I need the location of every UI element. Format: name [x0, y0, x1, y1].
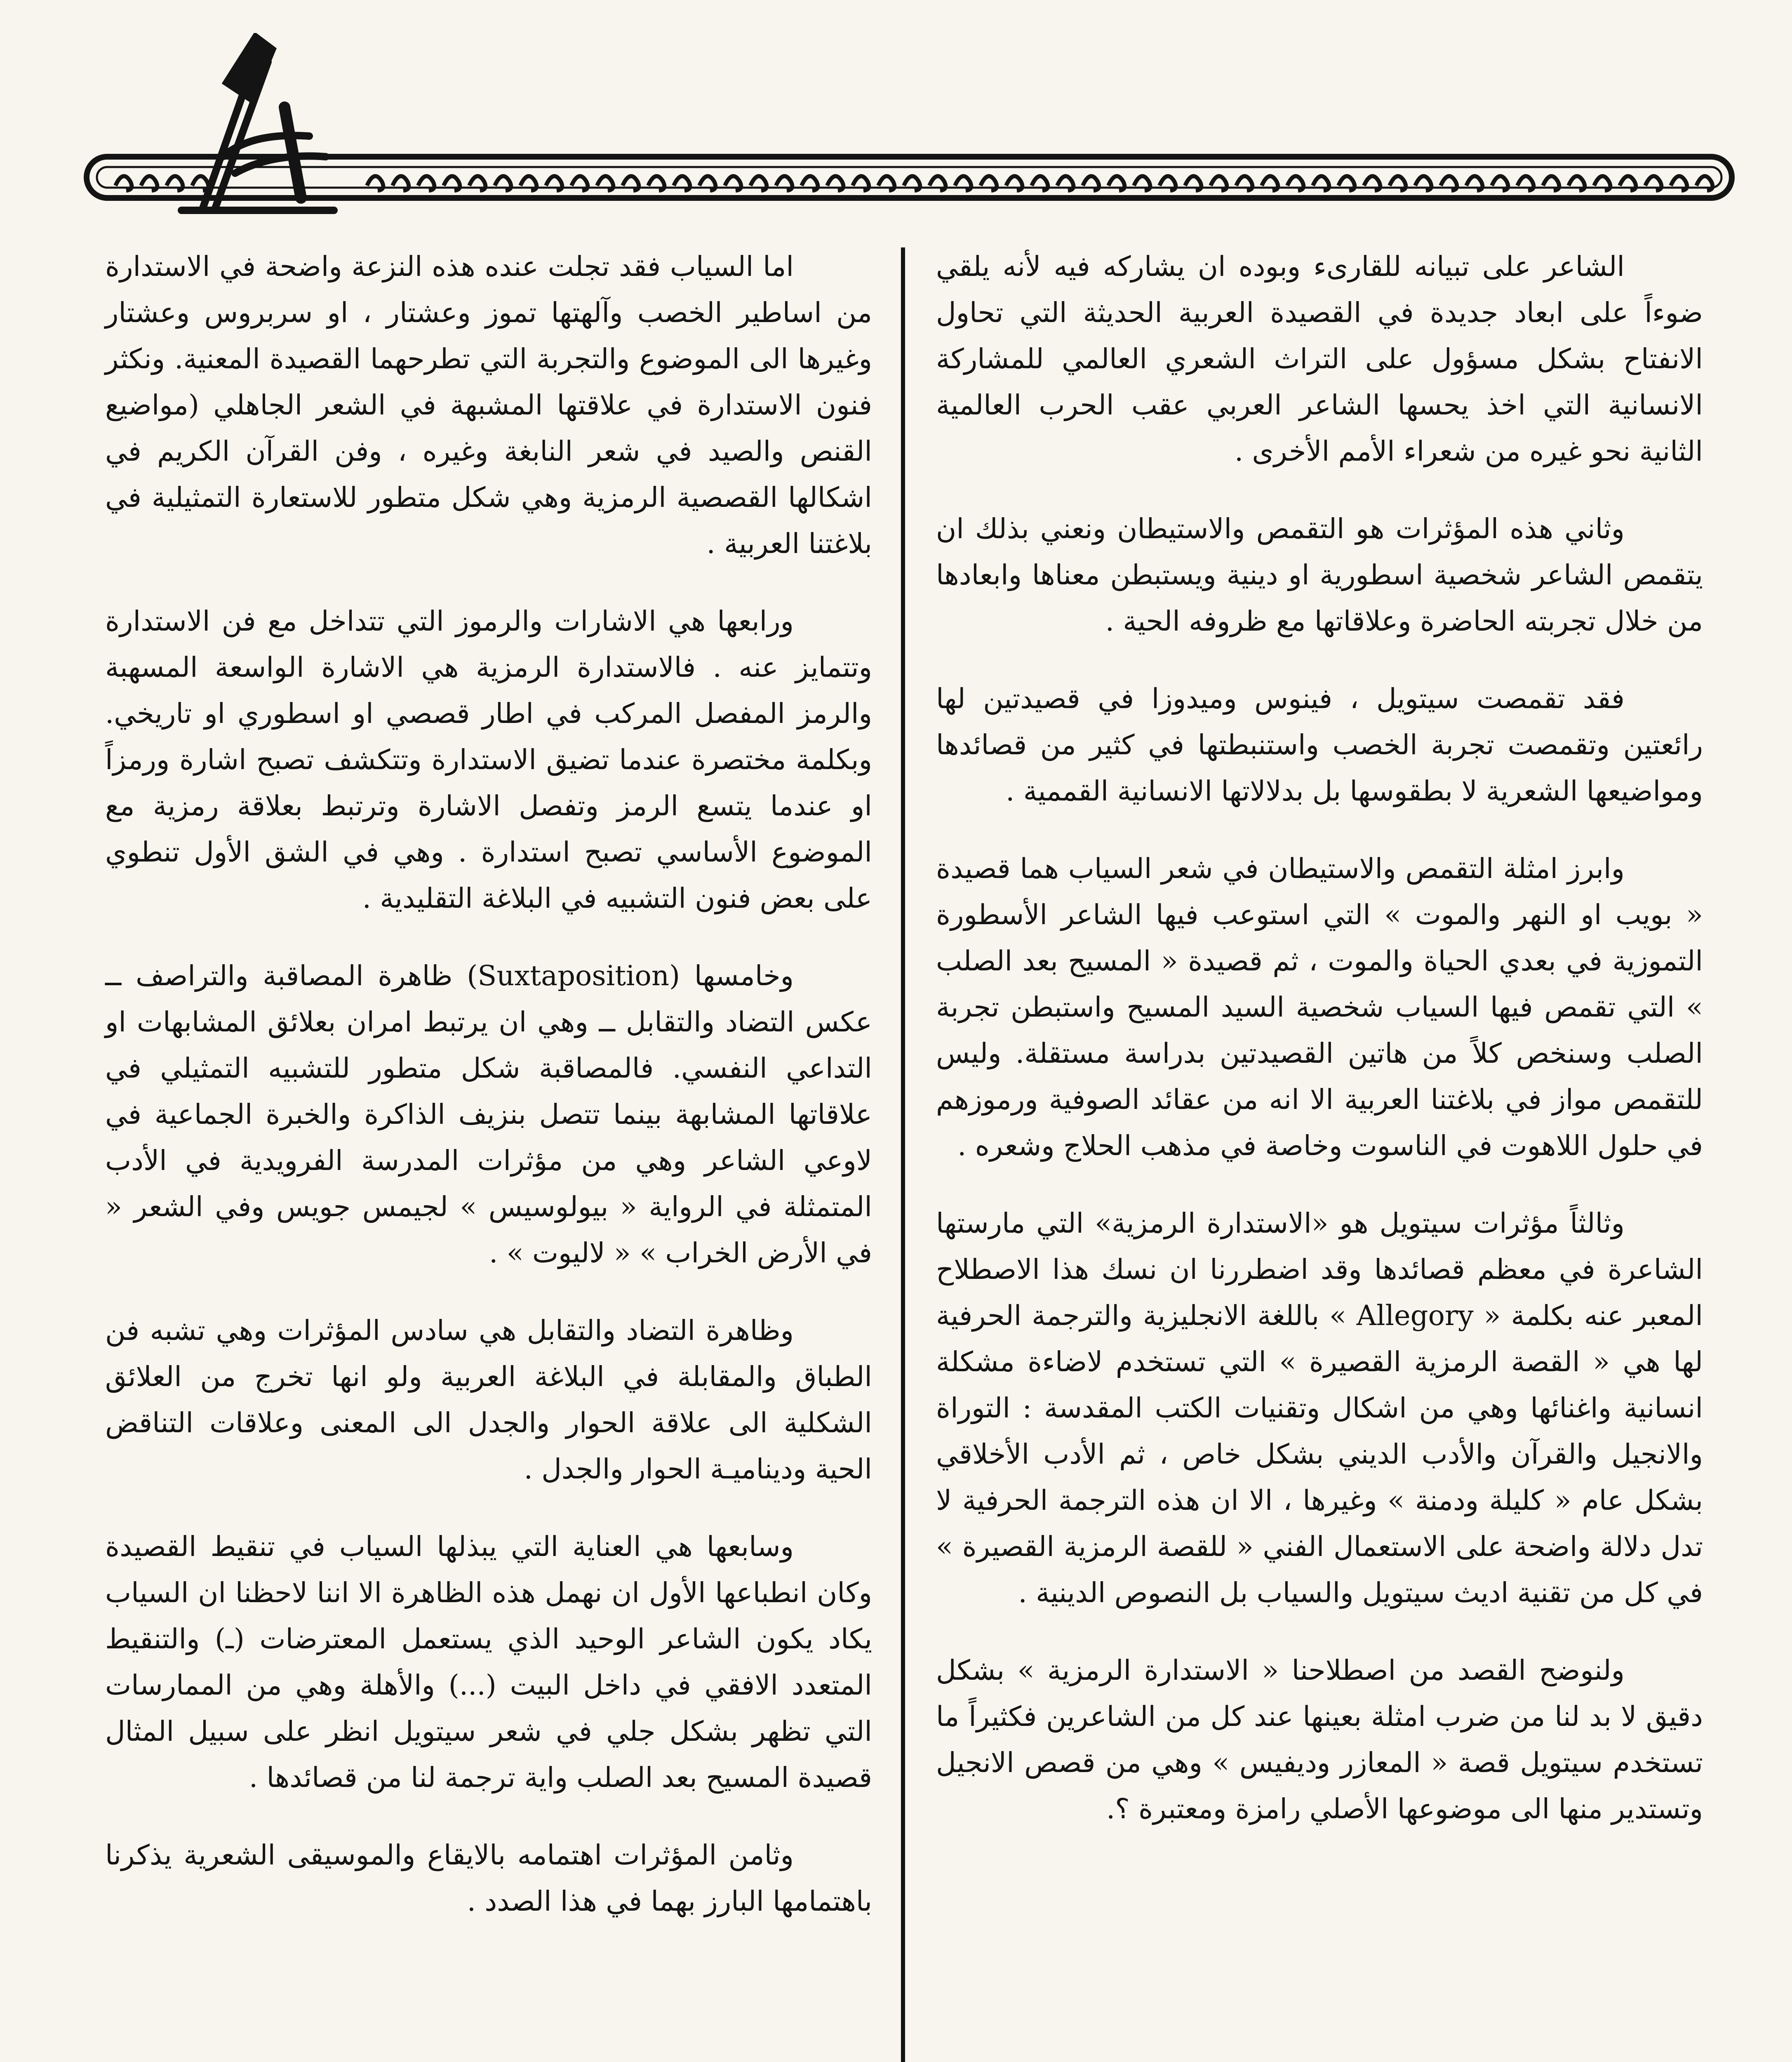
paragraph: وخامسها (Suxtaposition) ظاهرة المصاقبة والتراصف ــ عكس التضاد والتقابل ــ وهي ان يرتبط امران بعلائق المشابهات او التداعي النفسي. فالمصاقبة شكل متطور للتشبيه التمثيلي في علاقاتها المشابهة بينما تتصل بنزيف الذاكرة والخبرة الجماعية في لاوعي الشاعر وهي من مؤثرات المدرسة الفرويدية في الأدب المتمثلة في الرواية « بيولوسيس » لجيمس جويس وفي الشعر « في الأرض الخراب » « لاليوت » . — [105, 960, 872, 1269]
paragraph: ولنوضح القصد من اصطلاحنا « الاستدارة الرمزية » بشكل دقيق لا بد لنا من ضرب امثلة بعينها عند كل من الشاعرين فكثيراً ما تستخدم سيتويل قصة « المعازر وديفيس » وهي من قصص الانجيل وتستدير منها الى موضوعها الأصلي رامزة ومعتبرة ؟. — [936, 1654, 1703, 1825]
paragraph: الشاعر على تبيانه للقارىء وبوده ان يشاركه فيه لأنه يلقي ضوءاً على ابعاد جديدة في القصيدة العربية الحديثة التي تحاول الانفتاح بشكل مسؤول على التراث الشعري العالمي للمشاركة الانسانية التي اخذ يحسها الشاعر العربي عقب الحرب العالمية الثانية نحو غيره من شعراء الأمم الأخرى . — [936, 250, 1703, 467]
right-column — [936, 243, 1703, 1863]
paragraph: اما السياب فقد تجلت عنده هذه النزعة واضحة في الاستدارة من اساطير الخصب وآلهتها تموز وعشتار ، او سربروس وعشتار وغيرها الى الموضوع والتجربة التي تطرحهما القصيدة المعنية. ونكثر فنون الاستدارة في علاقتها المشبهة في الشعر الجاهلي (مواضيع القنص والصيد في شعر النابغة وغيره ، وفن القرآن الكريم في اشكالها القصصية الرمزية وهي شكل متطور للاستعارة التمثيلية في بلاغتنا العربية . — [105, 250, 872, 560]
left-column — [105, 243, 872, 1956]
paragraph: وثاني هذه المؤثرات هو التقمص والاستيطان ونعني بذلك ان يتقمص الشاعر شخصية اسطورية او دينية ويستبطن معناها وابعادها من خلال تجربته الحاضرة وعلاقاتها مع ظروفه الحية . — [936, 513, 1703, 637]
paragraph: وسابعها هي العناية التي يبذلها السياب في تنقيط القصيدة وكان انطباعها الأول ان نهمل هذه الظاهرة الا اننا لاحظنا ان السياب يكاد يكون الشاعر الوحيد الذي يستعمل المعترضات (ـ) والتنقيط المتعدد الافقي في داخل البيت (...) والأهلة وهي من الممارسات التي تظهر بشكل جلي في شعر سيتويل انظر على سبيل المثال قصيدة المسيح بعد الصلب واية ترجمة لنا من قصائدها . — [105, 1530, 872, 1794]
header-ornament — [78, 33, 1740, 227]
quill-logo — [181, 37, 334, 210]
paragraph: وابرز امثلة التقمص والاستيطان في شعر السياب هما قصيدة « بويب او النهر والموت » التي استوعب فيها الشاعر الأسطورة التموزية في بعدي الحياة والموت ، ثم قصيدة « المسيح بعد الصلب » التي تقمص فيها السياب شخصية السيد المسيح واستبطن تجربة الصلب وسنخص كلاً من هاتين القصيدتين بدراسة مستقلة. وليس للتقمص مواز في بلاغتنا العربية الا انه من عقائد الصوفية ورموزهم في حلول اللاهوت في الناسوت وخاصة في مذهب الحلاج وشعره . — [936, 852, 1703, 1162]
paragraph: فقد تقمصت سيتويل ، فينوس وميدوزا في قصيدتين لها رائعتين وتقمصت تجربة الخصب واستنبطتها في كثير من قصائدها ومواضيعها الشعرية لا بطقوسها بل بدلالاتها الانسانية القممية . — [936, 683, 1703, 807]
paragraph: وظاهرة التضاد والتقابل هي سادس المؤثرات وهي تشبه فن الطباق والمقابلة في البلاغة العربية ولو انها تخرج من العلائق الشكلية الى علاقة الحوار والجدل الى المعنى وعلاقات التناقض الحية وديناميـة الحوار والجدل . — [105, 1314, 872, 1485]
paragraph: ورابعها هي الاشارات والرموز التي تتداخل مع فن الاستدارة وتتمايز عنه . فالاستدارة الرمزية هي الاشارة الواسعة المسهبة والرمز المفصل المركب في اطار قصصي او اسطوري او تاريخي. وبكلمة مختصرة عندما تضيق الاستدارة وتتكشف تصبح اشارة ورمزاً او عندما يتسع الرمز وتفصل الاشارة وترتبط بعلاقة رمزية مع الموضوع الأساسي تصبح استدارة . وهي في الشق الأول تنطوي على بعض فنون التشبيه في البلاغة التقليدية . — [105, 605, 872, 914]
paragraph: وثالثاً مؤثرات سيتويل هو «الاستدارة الرمزية» التي مارستها الشاعرة في معظم قصائدها وقد اضطررنا ان نسك هذا الاصطلاح المعبر عنه بكلمة « Allegory » باللغة الانجليزية والترجمة الحرفية لها هي « القصة الرمزية القصيرة » التي تستخدم لاضاءة مشكلة انسانية واغنائها وهي من اشكال وتقنيات الكتب المقدسة : التوراة والانجيل والقرآن والأدب الديني بشكل خاص ، ثم الأدب الأخلاقي بشكل عام « كليلة ودمنة » وغيرها ، الا ان هذه الترجمة الحرفية لا تدل دلالة واضحة على الاستعمال الفني « للقصة الرمزية القصيرة » في كل من تقنية اديث سيتويل والسياب بل النصوص الدينية . — [936, 1207, 1703, 1609]
paragraph: وثامن المؤثرات اهتمامه بالايقاع والموسيقى الشعرية يذكرنا باهتمامها البارز بهما في هذا الصدد . — [105, 1839, 872, 1917]
